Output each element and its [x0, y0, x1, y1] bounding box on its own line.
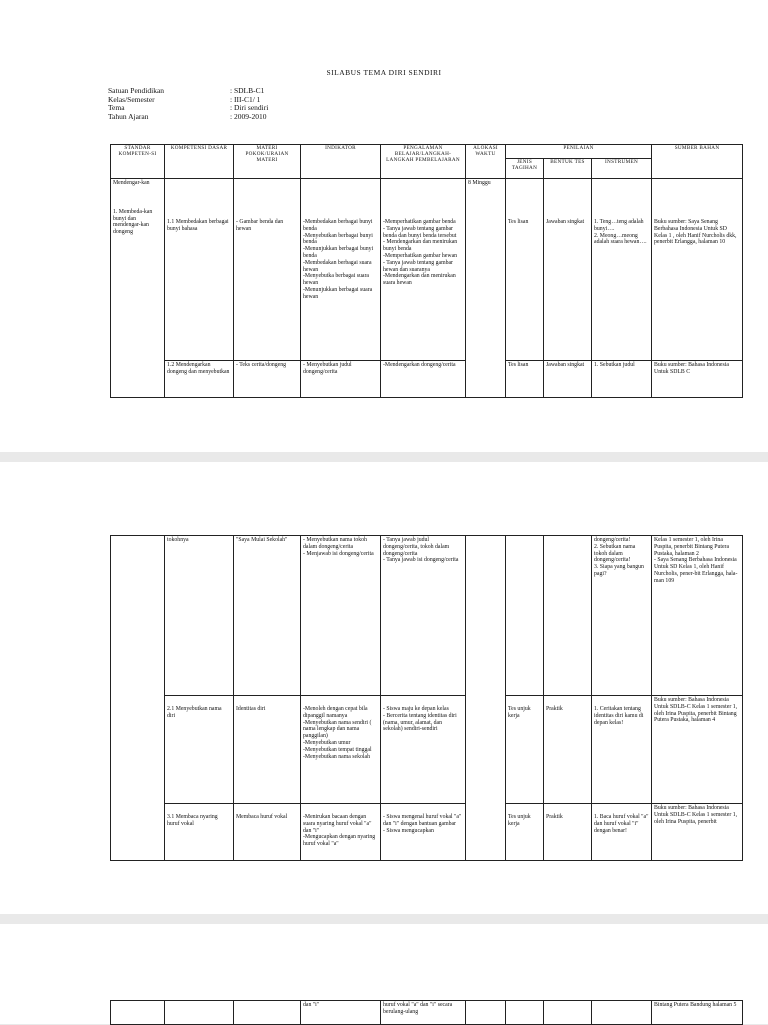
- cell-bentuk-tes: Praktik: [544, 804, 592, 861]
- info-block: [108, 87, 268, 121]
- cell-alokasi-waktu: 8 Minggu: [466, 179, 506, 398]
- cell-bentuk-tes: Jawaban singkat: [544, 361, 592, 398]
- sk-text: 1. Membeda-kan bunyi dan mendengar-kan dongeng: [113, 208, 153, 236]
- header-instrumen: INSTRUMEN: [592, 159, 652, 179]
- cell-pengalaman: -Mendengarkan dongeng/cerita: [381, 361, 466, 398]
- cell-pengalaman: - Siswa maju ke depan kelas - Bercerita tentang identitas diri (nama, umur, alamat, dan sekolah) sendiri-sendiri: [381, 696, 466, 804]
- cell-standar-kompetensi: [111, 1001, 165, 1025]
- cell-pengalaman: - Tanya jawab judul dongeng/cerita, tokoh dalam dongeng/cerita - Tanya jawab isi dongeng/cerita: [381, 536, 466, 696]
- info-label: Satuan Pendidikan: [108, 86, 165, 95]
- cell-kompetensi-dasar: 3.1 Membaca nyaring huruf vokal: [165, 804, 234, 861]
- cell-jenis-tagihan: Tes unjuk kerja: [506, 804, 544, 861]
- cell-jenis-tagihan: Tes lisan: [506, 179, 544, 361]
- header-pengalaman-belajar: PENGALAMAN BELAJAR/LANGKAH-LANGKAH PEMBELAJARAN: [381, 145, 466, 179]
- info-label: Tahun Ajaran: [108, 111, 149, 121]
- cell-instrumen: dongeng/cerita! 2. Sebutkan nama tokoh dalam dongeng/cerita! 3. Siapa yang bangun pagi?: [592, 536, 652, 696]
- cell-bentuk-tes: [544, 1001, 592, 1025]
- syllabus-table-page-1: [110, 144, 743, 398]
- cell-kompetensi-dasar: 2.1 Menyebutkan nama diri: [165, 696, 234, 804]
- cell-instrumen: 1. Baca huruf vokal "a" dan huruf vokal "i" dengan benar!: [592, 804, 652, 861]
- info-label: Tema: [108, 103, 125, 113]
- info-row: [108, 113, 268, 122]
- cell-materi: Membaca huruf vokal: [234, 804, 301, 861]
- cell-sumber-bahan: Buku sumber: Bahasa Indonesia Untuk SDLB-C Kelas 1 semester 1, oleh Irina Puspita, penerbit Bintang Putera Pustaka, halaman 4: [652, 696, 743, 804]
- cell-indikator: dan "i": [301, 1001, 381, 1025]
- cell-standar-kompetensi: [111, 536, 165, 861]
- cell-pengalaman: - Siswa mengenal huruf vokal "a" dan "i" dengan bantuan gambar - Siswa mengucapkan: [381, 804, 466, 861]
- cell-sumber-bahan: Buku sumber: Bahasa Indonesia Untuk SDLB C: [652, 361, 743, 398]
- sk-heading: Mendengar-kan: [113, 180, 150, 186]
- info-value: : Diri sendiri: [230, 103, 269, 113]
- header-standar-kompetensi: STANDAR KOMPETEN-SI: [111, 145, 165, 179]
- info-value: : SDLB-C1: [230, 86, 265, 95]
- cell-indikator: - Menyebutkan nama tokoh dalam dongeng/cerita - Menjawab isi dongeng/cerita: [301, 536, 381, 696]
- header-penilaian: PENILAIAN: [506, 145, 652, 159]
- cell-instrumen: [592, 1001, 652, 1025]
- header-sumber-bahan: SUMBER BAHAN: [652, 145, 743, 179]
- cell-kompetensi-dasar: 1.1 Membedakan berbagai bunyi bahasa: [165, 179, 234, 361]
- cell-standar-kompetensi: [111, 179, 165, 398]
- cell-indikator: -Menirukan bacaan dengan suara nyaring huruf vokal "a" dan "i" -Mengucapkan dengan nyaring huruf vokal "a": [301, 804, 381, 861]
- cell-materi: - Gambar benda dan hewan: [234, 179, 301, 361]
- cell-materi: "Saya Mulai Sekolah": [234, 536, 301, 696]
- cell-indikator: -Menoleh dengan cepat bila dipanggil namanya -Menyebutkan nama sendiri ( nama lengkap dan nama panggilan) -Menyebutkan umur -Menyebutkan tempat tinggal -Menyebutkan nama sekolah: [301, 696, 381, 804]
- header-indikator: INDIKATOR: [301, 145, 381, 179]
- cell-sumber-bahan: Bintang Putera Bandung halaman 5: [652, 1001, 743, 1025]
- cell-jenis-tagihan: [506, 1001, 544, 1025]
- cell-sumber-bahan: Buku sumber: Saya Senang Berbahasa Indonesia Untuk SD Kelas 1 , oleh Hanif Nurcholis dkk, penerbit Erlangga, halaman 10: [652, 179, 743, 361]
- syllabus-table-page-2: [110, 535, 743, 861]
- cell-sumber-bahan: Buku sumber: Bahasa Indonesia Untuk SDLB-C Kelas 1 semester 1, oleh Irina Puspita, penerbit: [652, 804, 743, 861]
- cell-instrumen: 1. Ceritakan tentang identitas diri kamu di depan kelas!: [592, 696, 652, 804]
- cell-alokasi-waktu: [466, 1001, 506, 1025]
- cell-pengalaman: -Memperhatikan gambar benda - Tanya jawab tentang gambar benda dan bunyi benda tersebut - Mendengarkan dan menirukan bunyi benda -Memperhatikan gambar hewan - Tanya jawab tentang gambar hewan dan suaranya -Mendengarkan dan menirukan suara hewan: [381, 179, 466, 361]
- cell-alokasi-waktu: [466, 536, 506, 861]
- cell-kompetensi-dasar: tokohnya: [165, 536, 234, 696]
- header-alokasi-waktu: ALOKASI WAKTU: [466, 145, 506, 179]
- page-1: [0, 0, 768, 452]
- cell-jenis-tagihan: [506, 536, 544, 696]
- cell-instrumen: 1. Sebutkan judul: [592, 361, 652, 398]
- info-value: : III-C1/ 1: [230, 94, 261, 104]
- cell-jenis-tagihan: Tes lisan: [506, 361, 544, 398]
- header-jenis-tagihan: JENIS TAGIHAN: [506, 159, 544, 179]
- cell-pengalaman: huruf vokal "a" dan "i" secara berulang-ulang: [381, 1001, 466, 1025]
- cell-instrumen: 1. Teng…teng adalah bunyi…. 2. Meong…meong adalah suara hewan….: [592, 179, 652, 361]
- cell-kompetensi-dasar: 1.2 Mendengarkan dongeng dan menyebutkan: [165, 361, 234, 398]
- cell-jenis-tagihan: Tes unjuk kerja: [506, 696, 544, 804]
- cell-kompetensi-dasar: [165, 1001, 234, 1025]
- cell-bentuk-tes: [544, 536, 592, 696]
- cell-indikator: -Membedakan berbagai bunyi benda -Menyebutkan berbagai bunyi benda -Menunjukkan berbagai bunyi benda -Membedakan berbagai suara hewan -Menyebutka berbagai suara hewan -Menunjukkan berbagai suara hewan: [301, 179, 381, 361]
- cell-bentuk-tes: Jawaban singkat: [544, 179, 592, 361]
- header-kompetensi-dasar: KOMPETENSI DASAR: [165, 145, 234, 179]
- document-title: SILABUS TEMA DIRI SENDIRI: [326, 68, 442, 77]
- cell-sumber-bahan: Kelas 1 semester 1, oleh Irina Puspita, penerbit Bintang Putera Pustaka, halaman 2 - Saya Senang Berbahasa Indonesia Untuk SD Kelas 1, oleh Hanif Nurcholis, pener-bit Erlangga, hala-man 109: [652, 536, 743, 696]
- cell-indikator: - Menyebutkan judul dongeng/cerita: [301, 361, 381, 398]
- cell-materi: [234, 1001, 301, 1025]
- header-bentuk-tes: BENTUK TES: [544, 159, 592, 179]
- cell-materi: - Teks cerita/dongeng: [234, 361, 301, 398]
- info-label: Kelas/Semester: [108, 94, 155, 104]
- syllabus-table-page-3: [110, 1000, 743, 1025]
- header-materi: MATERI POKOK/URAIAN MATERI: [234, 145, 301, 179]
- cell-materi: Identitas diri: [234, 696, 301, 804]
- info-value: : 2009-2010: [230, 111, 267, 121]
- cell-bentuk-tes: Praktik: [544, 696, 592, 804]
